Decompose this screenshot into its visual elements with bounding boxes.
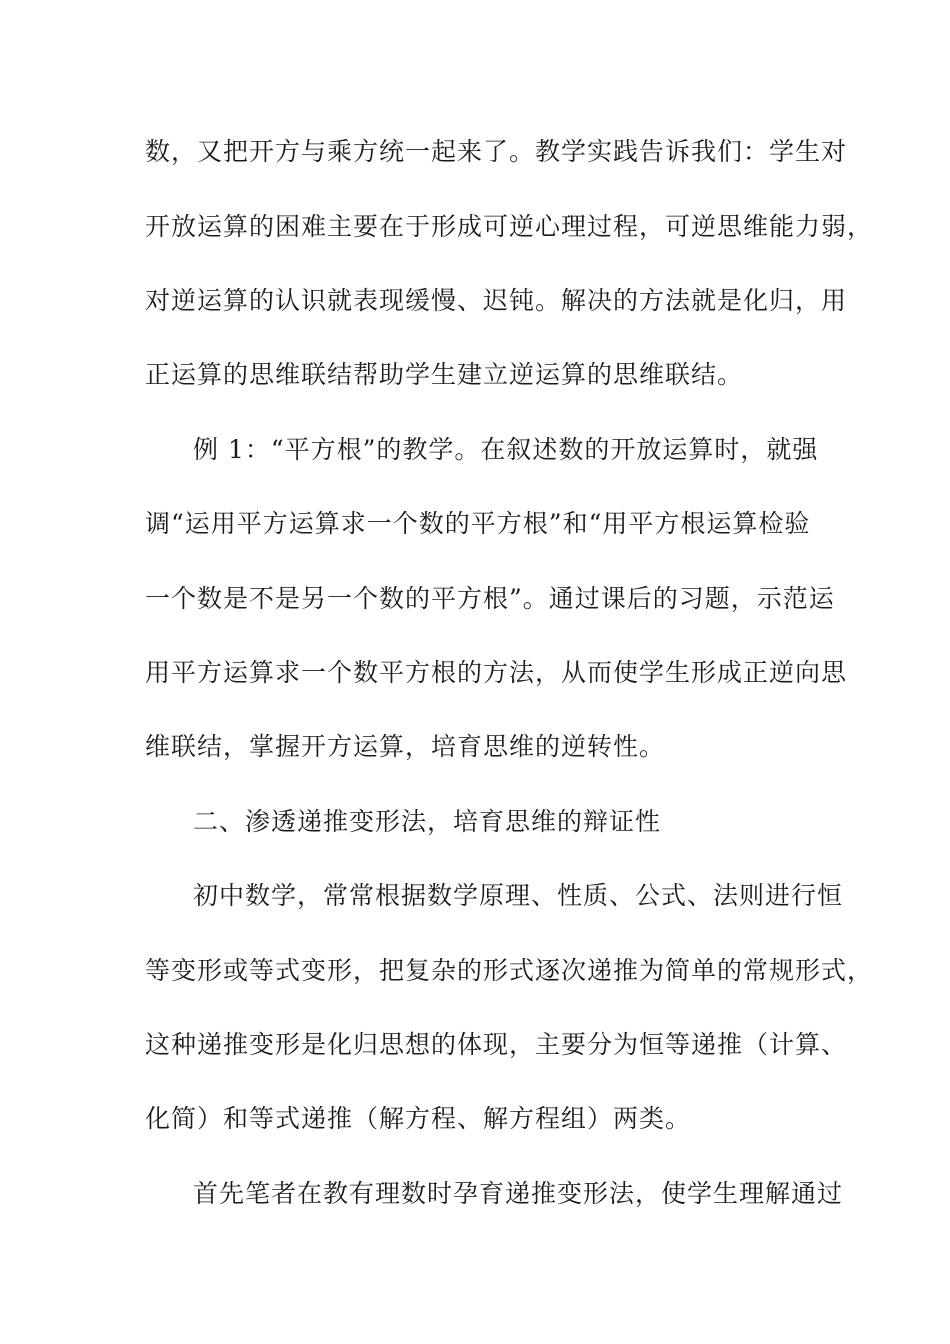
text-line: 等变形或等式变形，把复杂的形式逐次递推为简单的常规形式， bbox=[145, 956, 874, 985]
text-line: 化简）和等式递推（解方程、解方程组）两类。 bbox=[145, 1104, 692, 1133]
text-line: 对逆运算的认识就表现缓慢、迟钝。解决的方法就是化归，用 bbox=[145, 286, 848, 315]
text-line: 例 1：“平方根”的教学。在叙述数的开放运算时，就强 bbox=[193, 435, 819, 464]
text-line: 开放运算的困难主要在于形成可逆心理过程，可逆思维能力弱， bbox=[145, 212, 874, 241]
text-line: 一个数是不是另一个数的平方根”。通过课后的习题，示范运 bbox=[145, 584, 835, 613]
text-line: 用平方运算求一个数平方根的方法，从而使学生形成正逆向思 bbox=[145, 658, 848, 687]
text-line: 正运算的思维联结帮助学生建立逆运算的思维联结。 bbox=[145, 360, 744, 389]
text-line: 数，又把开方与乘方统一起来了。教学实践告诉我们：学生对 bbox=[145, 137, 848, 166]
text-line: 首先笔者在教有理数时孕育递推变形法，使学生理解通过 bbox=[193, 1179, 844, 1208]
text-line: 调“运用平方运算求一个数的平方根”和“用平方根运算检验 bbox=[145, 509, 811, 538]
text-line: 初中数学，常常根据数学原理、性质、公式、法则进行恒 bbox=[193, 881, 844, 910]
text-line: 维联结，掌握开方运算，培育思维的逆转性。 bbox=[145, 732, 666, 761]
text-line: 这种递推变形是化归思想的体现，主要分为恒等递推（计算、 bbox=[145, 1030, 848, 1059]
section-heading: 二、渗透递推变形法，培育思维的辩证性 bbox=[193, 807, 662, 836]
